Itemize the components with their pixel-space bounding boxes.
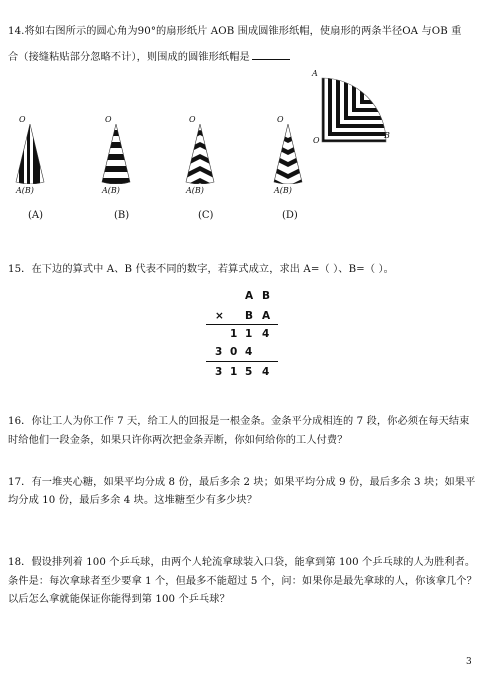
cone-c	[184, 124, 216, 184]
option-b-label: (B)	[114, 210, 130, 221]
sector-figure	[312, 70, 392, 150]
option-c-label: (C)	[198, 210, 214, 221]
mult-cell: 4	[262, 366, 270, 378]
answer-blank	[252, 50, 290, 60]
mult-cell: 1	[230, 328, 238, 340]
mult-cell: 3	[215, 366, 223, 378]
sector-label-o: O	[313, 136, 320, 145]
q17-text-line2: 均分成 10 份，最后多余 4 块。这堆糖至少有多少块？	[8, 495, 258, 506]
mult-cell: ×	[215, 310, 224, 322]
sector-label-a: A	[312, 69, 318, 78]
q16-text-line1: 16．你让工人为你工作 7 天，给工人的回报是一根金条。金条平分成相连的 7 段，你必须在每天结束	[8, 416, 470, 427]
mult-cell: B	[262, 290, 271, 302]
cone-a-vertex: O	[19, 115, 26, 124]
cone-c-base: A(B)	[186, 186, 204, 195]
q18-text-line3: 以后怎么拿就能保证你能得到第 100 个乒乓球？	[8, 594, 230, 605]
option-a-label: (A)	[28, 210, 44, 221]
q17-text-line1: 17．有一堆夹心糖，如果平均分成 8 份，最后多余 2 块；如果平均分成 9 份，最后多余 3 块；如果平	[8, 477, 476, 488]
mult-cell: 4	[245, 346, 253, 358]
q14-text-line2: 合（接缝粘贴部分忽略不计），则围成的圆锥形纸帽是	[8, 48, 290, 63]
cone-b-vertex: O	[105, 115, 112, 124]
mult-cell: A	[262, 310, 271, 322]
cone-b-base: A(B)	[102, 186, 120, 195]
mult-cell: 1	[245, 328, 253, 340]
mult-rule-1	[206, 324, 278, 325]
mult-cell: A	[245, 290, 254, 302]
q16-text-line2: 时给他们一段金条，如果只许你两次把金条弄断，你如何给你的工人付费？	[8, 435, 348, 446]
page-number: 3	[466, 657, 472, 667]
option-d-label: (D)	[282, 210, 298, 221]
mult-cell: 5	[245, 366, 253, 378]
cone-c-vertex: O	[189, 115, 196, 124]
sector-label-b: B	[384, 131, 390, 140]
cone-a-base: A(B)	[16, 186, 34, 195]
mult-cell: 4	[262, 328, 270, 340]
cone-d-base: A(B)	[274, 186, 292, 195]
cone-b	[100, 124, 132, 184]
q18-text-line1: 18．假设排列着 100 个乒乓球，由两个人轮流拿球装入口袋，能拿到第 100 个乒乓球的人为胜利者。	[8, 557, 476, 568]
q15-text: 15．在下边的算式中 A、B 代表不同的数字，若算式成立，求出 A=（ ）、B=（ ）。	[8, 264, 394, 275]
q18-text-line2: 条件是：每次拿球者至少要拿 1 个，但最多不能超过 5 个，问：如果你是最先拿球的人，你该拿几个？	[8, 576, 477, 587]
mult-cell: B	[245, 310, 254, 322]
q14-text-line1: 14.将如右图所示的圆心角为90°的扇形纸片 AOB 围成圆锥形纸帽，使扇形的两条半径OA 与OB 重	[8, 26, 462, 37]
cone-a	[14, 124, 46, 184]
mult-cell: 3	[215, 346, 223, 358]
mult-rule-2	[206, 361, 278, 362]
mult-cell: 1	[230, 366, 238, 378]
mult-cell: 0	[230, 346, 238, 358]
cone-d-vertex: O	[277, 115, 284, 124]
cone-d	[272, 124, 304, 184]
